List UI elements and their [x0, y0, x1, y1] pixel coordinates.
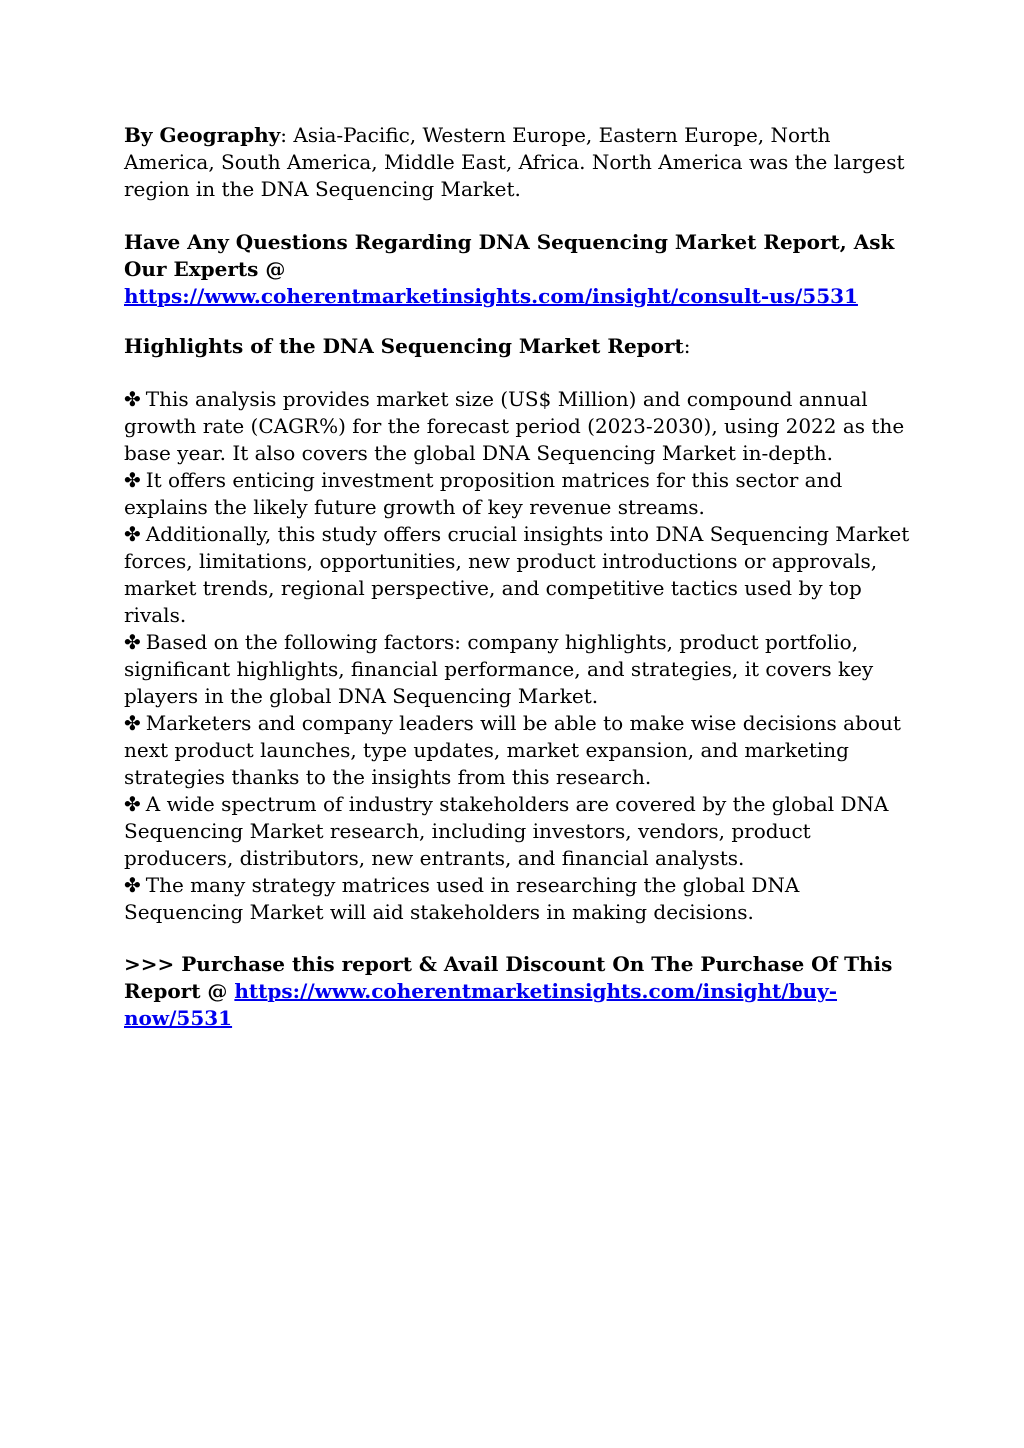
- list-item: [124, 467, 914, 521]
- highlights-list: [124, 386, 914, 926]
- list-item-text: The many strategy matrices used in researching the global DNA Sequencing Market will aid stakeholders in making decisions.: [124, 873, 800, 924]
- highlights-title-suffix: :: [683, 334, 691, 358]
- bullet-icon: ✤: [124, 630, 141, 654]
- bullet-icon: ✤: [124, 522, 141, 546]
- list-item: [124, 521, 914, 629]
- list-item-text: Marketers and company leaders will be able to make wise decisions about next product launches, type updates, market expansion, and marketing strategies thanks to the insights from this research.: [124, 711, 901, 789]
- geography-label: By Geography: [124, 123, 281, 147]
- list-item-text: Additionally, this study offers crucial insights into DNA Sequencing Market forces, limitations, opportunities, new product introductions or approvals, market trends, regional perspective, and competitive tactics used by top rivals.: [124, 522, 910, 627]
- list-item: [124, 791, 914, 872]
- list-item-text: This analysis provides market size (US$ Million) and compound annual growth rate (CAGR%) for the forecast period (2023-2030), using 2022 as the base year. It also covers the global DNA Sequencing Market in-depth.: [124, 387, 905, 465]
- highlights-title: Highlights of the DNA Sequencing Market Report: [124, 334, 684, 358]
- geography-text: : Asia-Pacific, Western Europe, Eastern Europe, North America, South America, Middle East, Africa. North America was the largest region in the DNA Sequencing Market.: [124, 123, 905, 201]
- highlights-heading: [124, 333, 914, 360]
- bullet-icon: ✤: [124, 792, 141, 816]
- bullet-icon: ✤: [124, 387, 141, 411]
- list-item-text: It offers enticing investment proposition matrices for this sector and explains the likely future growth of key revenue streams.: [124, 468, 843, 519]
- geography-paragraph: [124, 122, 914, 203]
- questions-text: Have Any Questions Regarding DNA Sequencing Market Report, Ask Our Experts @: [124, 230, 895, 281]
- consult-link[interactable]: https://www.coherentmarketinsights.com/insight/consult-us/5531: [124, 284, 858, 308]
- buy-now-link[interactable]: https://www.coherentmarketinsights.com/insight/buy-now/5531: [124, 979, 838, 1030]
- list-item: [124, 710, 914, 791]
- list-item-text: A wide spectrum of industry stakeholders are covered by the global DNA Sequencing Market research, including investors, vendors, product producers, distributors, new entrants, and financial analysts.: [124, 792, 889, 870]
- purchase-text: >>> Purchase this report & Avail Discount On The Purchase Of This Report @: [124, 952, 893, 1003]
- list-item: [124, 629, 914, 710]
- document-body: [124, 122, 914, 1032]
- bullet-icon: ✤: [124, 711, 141, 735]
- bullet-icon: ✤: [124, 468, 141, 492]
- list-item: [124, 872, 914, 926]
- purchase-paragraph: [124, 951, 914, 1032]
- questions-paragraph: [124, 229, 914, 310]
- bullet-icon: ✤: [124, 873, 141, 897]
- list-item-text: Based on the following factors: company highlights, product portfolio, significant highlights, financial performance, and strategies, it covers key players in the global DNA Sequencing Market.: [124, 630, 874, 708]
- list-item: [124, 386, 914, 467]
